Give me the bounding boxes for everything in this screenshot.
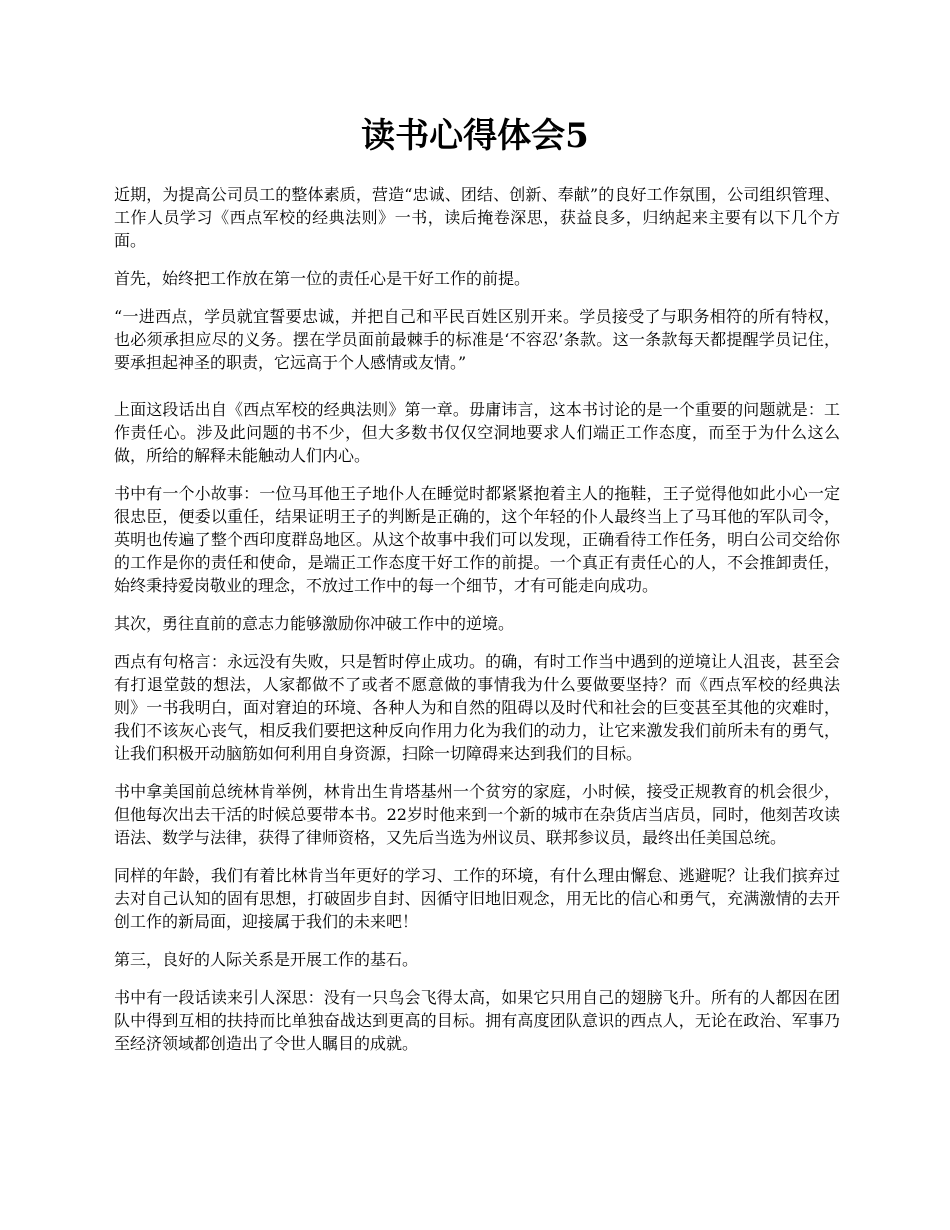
paragraph-intro: 近期，为提高公司员工的整体素质，营造“忠诚、团结、创新、奉献”的良好工作氛围，公司组织管理、工作人员学习《西点军校的经典法则》一书，读后掩卷深思，获益良多，归纳起来主要有以下几个方面。 [114,185,840,250]
paragraph-point-two-heading: 其次，勇往直前的意志力能够激励你冲破工作中的逆境。 [114,614,515,633]
paragraph-quote-commentary: 上面这段话出自《西点军校的经典法则》第一章。毋庸讳言，这本书讨论的是一个重要的问题就是：工作责任心。涉及此问题的书不少，但大多数书仅仅空洞地要求人们端正工作态度，而至于为什么这么做，所给的解释未能触动人们内心。 [114,400,840,465]
paragraph-quote: “一进西点，学员就宜誓要忠诚，并把自己和平民百姓区别开来。学员接受了与职务相符的所有特权，也必须承担应尽的义务。摆在学员面前最棘手的标准是‘不容忍’条款。这一条款每天都提醒学员记住，要承担起神圣的职责，它远高于个人感情或友情。” [114,307,840,372]
paragraph-point-one-heading: 首先，始终把工作放在第一位的责任心是干好工作的前提。 [114,269,531,288]
paragraph-prince-story: 书中有一个小故事：一位马耳他王子地仆人在睡觉时都紧紧抱着主人的拖鞋，王子觉得他如此小心一定很忠臣，便委以重任，结果证明王子的判断是正确的，这个年轻的仆人最终当上了马耳他的军队司令，英明也传遍了整个西印度群岛地区。从这个故事中我们可以发现，正确看待工作任务，明白公司交给你的工作是你的责任和使命，是端正工作态度干好工作的前提。一个真正有责任心的人，不会推卸责任，始终秉持爱岗敬业的理念，不放过工作中的每一个细节，才有可能走向成功。 [114,484,840,595]
document-title: 读书心得体会5 [361,116,589,156]
document-body [114,183,840,1070]
paragraph-west-point-motto: 西点有句格言：永远没有失败，只是暂时停止成功。的确，有时工作当中遇到的逆境让人沮丧，甚至会有打退堂鼓的想法，人家都做不了或者不愿意做的事情我为什么要做要坚持？而《西点军校的经典法则》一书我明白，面对窘迫的环境、各种人为和自然的阻碍以及时代和社会的巨变甚至其他的灾难时，我们不该灰心丧气，相反我们要把这种反向作用力化为我们的动力，让它来激发我们前所未有的勇气，让我们积极开动脑筋如何利用自身资源，扫除一切障碍来达到我们的目标。 [114,652,840,763]
paragraph-lincoln-story: 书中拿美国前总统林肯举例，林肯出生肯塔基州一个贫穷的家庭，小时候，接受正规教育的机会很少，但他每次出去干活的时候总要带本书。22岁时他来到一个新的城市在杂货店当店员，同时，他刻苦攻读语法、数学与法律，获得了律师资格，又先后当选为州议员、联邦参议员，最终出任美国总统。 [114,782,840,847]
paragraph-call-to-action: 同样的年龄，我们有着比林肯当年更好的学习、工作的环境，有什么理由懈怠、逃避呢？让我们摈弃过去对自己认知的固有思想，打破固步自封、因循守旧地旧观念，用无比的信心和勇气，充满激情的去开创工作的新局面，迎接属于我们的未来吧！ [114,866,840,931]
paragraph-teamwork: 书中有一段话读来引人深思：没有一只鸟会飞得太高，如果它只用自己的翅膀飞升。所有的人都因在团队中得到互相的扶持而比单独奋战达到更高的目标。拥有高度团队意识的西点人，无论在政治、军事乃至经济领域都创造出了令世人瞩目的成就。 [114,988,840,1053]
paragraph-point-three-heading: 第三，良好的人际关系是开展工作的基石。 [114,950,419,969]
